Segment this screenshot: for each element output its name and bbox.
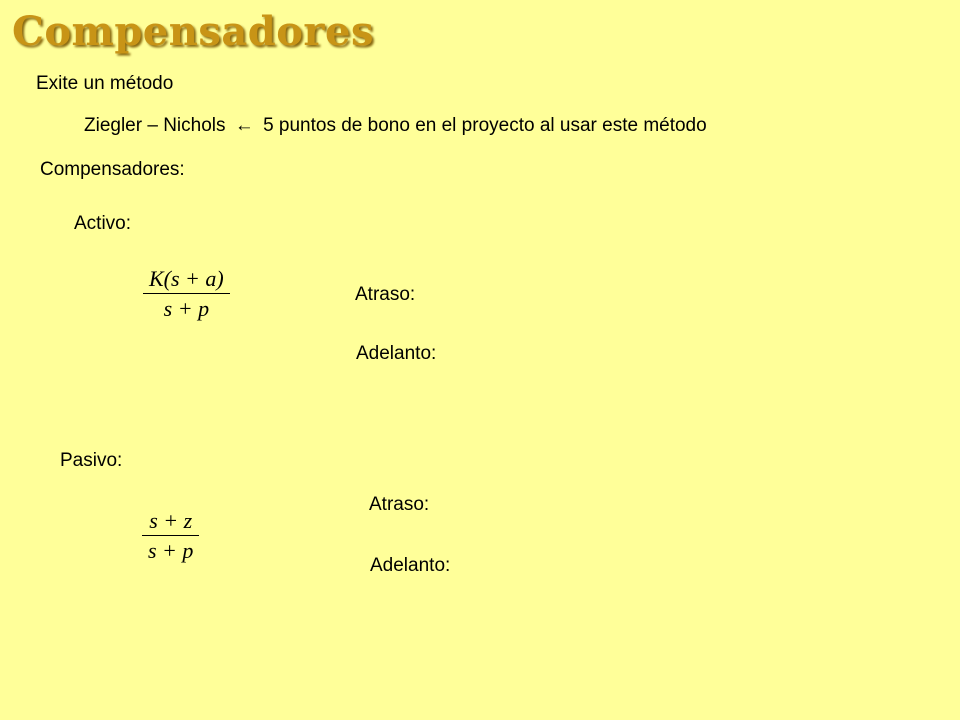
slide-title: Compensadores bbox=[12, 8, 374, 55]
pasivo-denominator: s + p bbox=[148, 538, 194, 563]
pasivo-transfer-function bbox=[142, 510, 199, 562]
activo-transfer-function bbox=[143, 268, 230, 320]
bonus-text: 5 puntos de bono en el proyecto al usar este método bbox=[263, 115, 707, 136]
pasivo-numerator: s + z bbox=[149, 508, 193, 533]
left-arrow-icon: ← bbox=[234, 115, 254, 136]
activo-label: Activo: bbox=[74, 213, 132, 234]
pasivo-label: Pasivo: bbox=[60, 450, 123, 471]
ziegler-nichols-line bbox=[84, 115, 707, 137]
pasivo-adelanto-label: Adelanto: bbox=[370, 555, 451, 576]
activo-numerator: K(s + a) bbox=[149, 266, 224, 291]
compensadores-heading: Compensadores: bbox=[40, 159, 185, 180]
activo-adelanto-label: Adelanto: bbox=[356, 343, 437, 364]
activo-atraso-label: Atraso: bbox=[355, 284, 416, 305]
pasivo-atraso-label: Atraso: bbox=[369, 494, 430, 515]
method-name: Ziegler – Nichols bbox=[84, 115, 226, 136]
method-intro-text: Exite un método bbox=[36, 73, 174, 94]
activo-denominator: s + p bbox=[163, 296, 210, 321]
